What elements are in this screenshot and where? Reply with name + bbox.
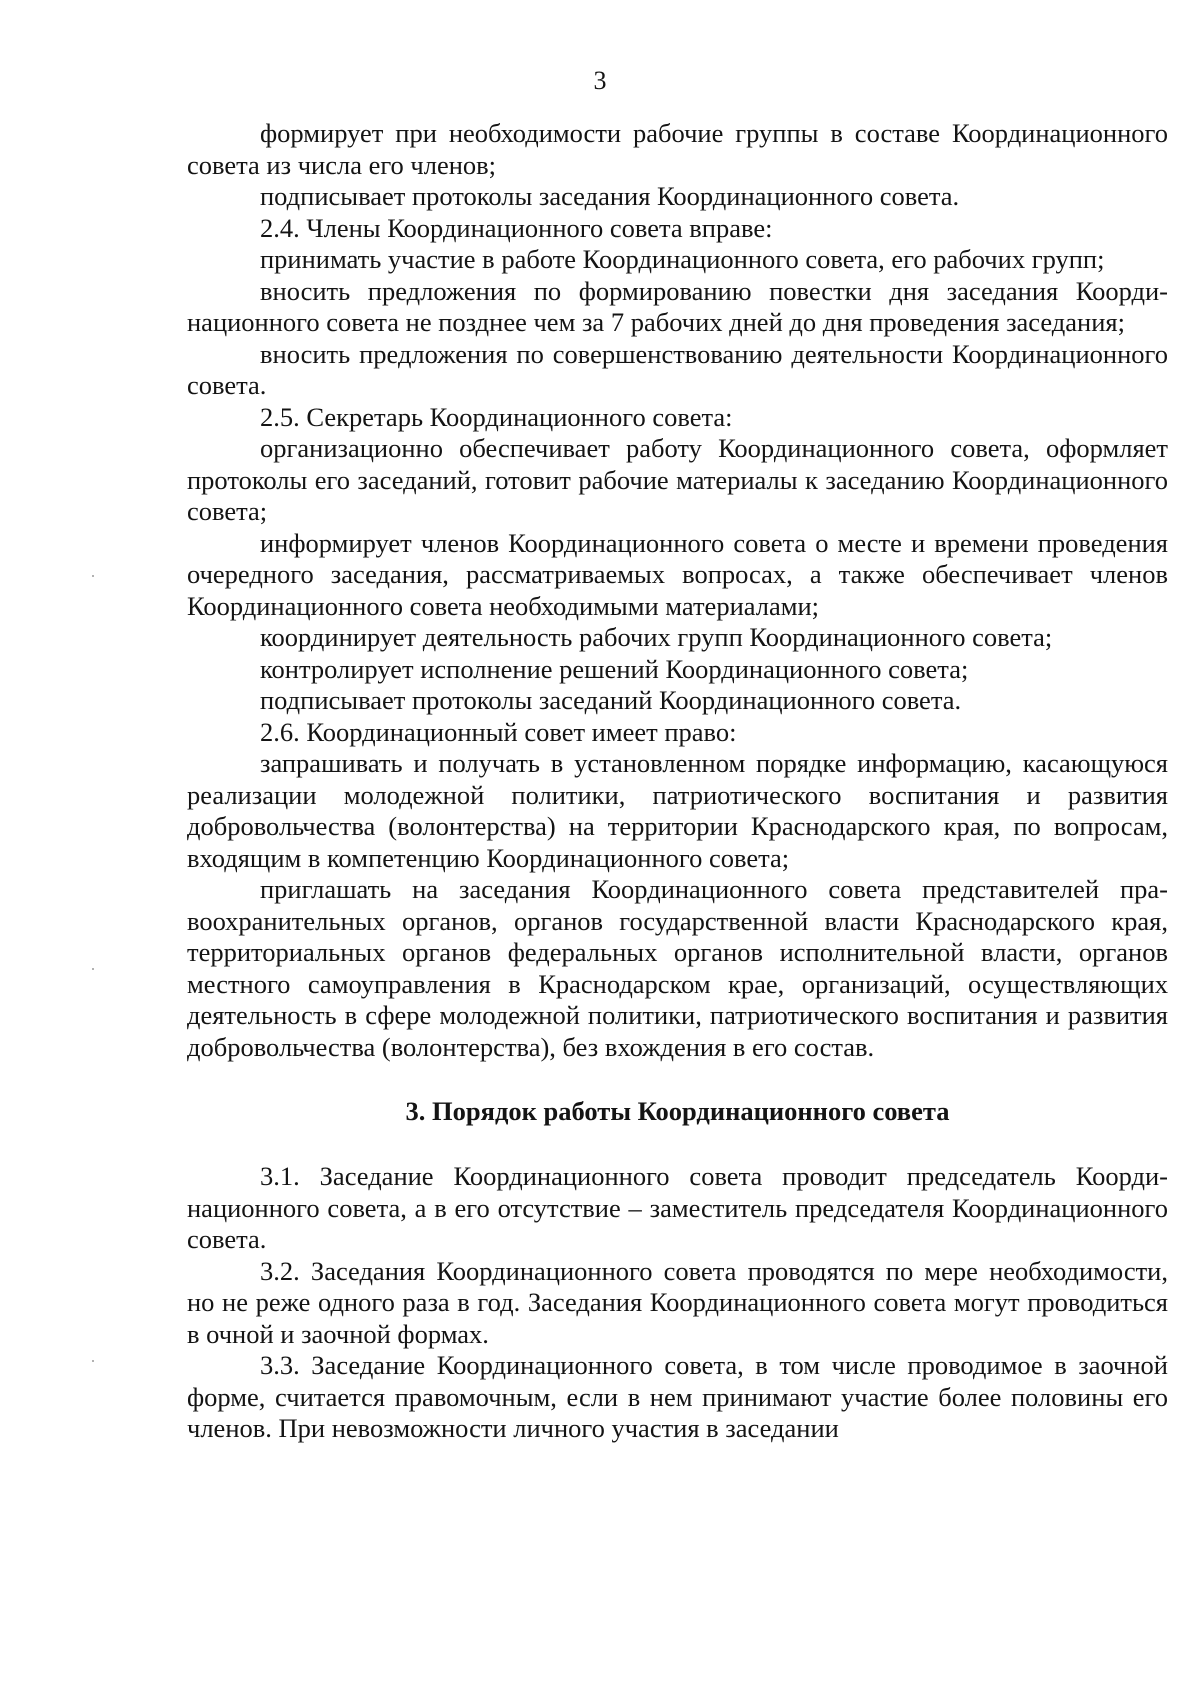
paragraph: организационно обеспечивает работу Координационного совета, оформляет протоколы его заседаний, готовит рабочие материалы к заседанию Координационного совета; [187, 433, 1168, 526]
paragraph: 2.6. Координационный совет имеет право: [260, 716, 737, 747]
paragraph: вносить предложения по совершенствованию деятельности Координационного совета. [187, 338, 1168, 400]
paragraph: информирует членов Координационного совета о месте и времени проведения очередного заседания, рассматриваемых вопросах, а также обеспечивает членов Координационного совета необходимыми материалами; [187, 527, 1168, 621]
document-body [187, 118, 1168, 1445]
paragraph: приглашать на заседания Координационного совета представителей правоохранительных органов, органов государственной власти Краснодарского края, территориальных органов федеральных органов исполнительной власти, органов местного самоуправления в Краснодарском крае, организаций, осуществляющих деятельность в сфере молодежной политики, патриотического воспитания и развития добровольчества (волонтерства), без вхождения в его состав. [187, 874, 1168, 1062]
scan-speck [92, 1360, 94, 1362]
paragraph: принимать участие в работе Координационного совета, его рабочих групп; [260, 244, 1105, 274]
section-heading: 3. Порядок работы Координационного совета [405, 1096, 950, 1126]
paragraph: вносить предложения по формированию повестки дня заседания Координационного совета не позднее чем за 7 рабочих дней до дня проведения заседания; [187, 275, 1168, 337]
paragraph: 3.2. Заседания Координационного совета проводятся по мере необходимости, но не реже одного раза в год. Заседания Координационного совета могут проводиться в очной и заочной формах. [187, 1255, 1168, 1349]
paragraph: координирует деятельность рабочих групп Координационного совета; [260, 622, 1053, 652]
scan-speck [92, 968, 94, 970]
paragraph: 2.4. Члены Координационного совета вправе: [260, 212, 773, 243]
scan-speck [92, 575, 94, 577]
paragraph: подписывает протоколы заседания Координационного совета. [260, 181, 960, 211]
paragraph: подписывает протоколы заседаний Координационного совета. [260, 685, 962, 715]
page-number: 3 [593, 66, 607, 95]
paragraph: контролирует исполнение решений Координационного совета; [260, 653, 969, 684]
paragraph: 3.3. Заседание Координационного совета, в том числе проводимое в заочной форме, считается правомочным, если в нем принимают участие более половины его членов. При невозможности личного участия в заседании [187, 1350, 1168, 1443]
paragraph: запрашивать и получать в установленном порядке информацию, касающуюся реализации молодежной политики, патриотического воспитания и развития добровольчества (волонтерства) на территории Краснодарского края, по вопросам, входящим в компетенцию Координационного совета; [187, 748, 1168, 873]
paragraph: формирует при необходимости рабочие группы в составе Координационного совета из числа его членов; [187, 118, 1168, 180]
paragraph: 2.5. Секретарь Координационного совета: [260, 401, 733, 432]
paragraph: 3.1. Заседание Координационного совета проводит председатель Координационного совета, а в его отсутствие – заместитель председателя Координационного совета. [187, 1161, 1168, 1254]
